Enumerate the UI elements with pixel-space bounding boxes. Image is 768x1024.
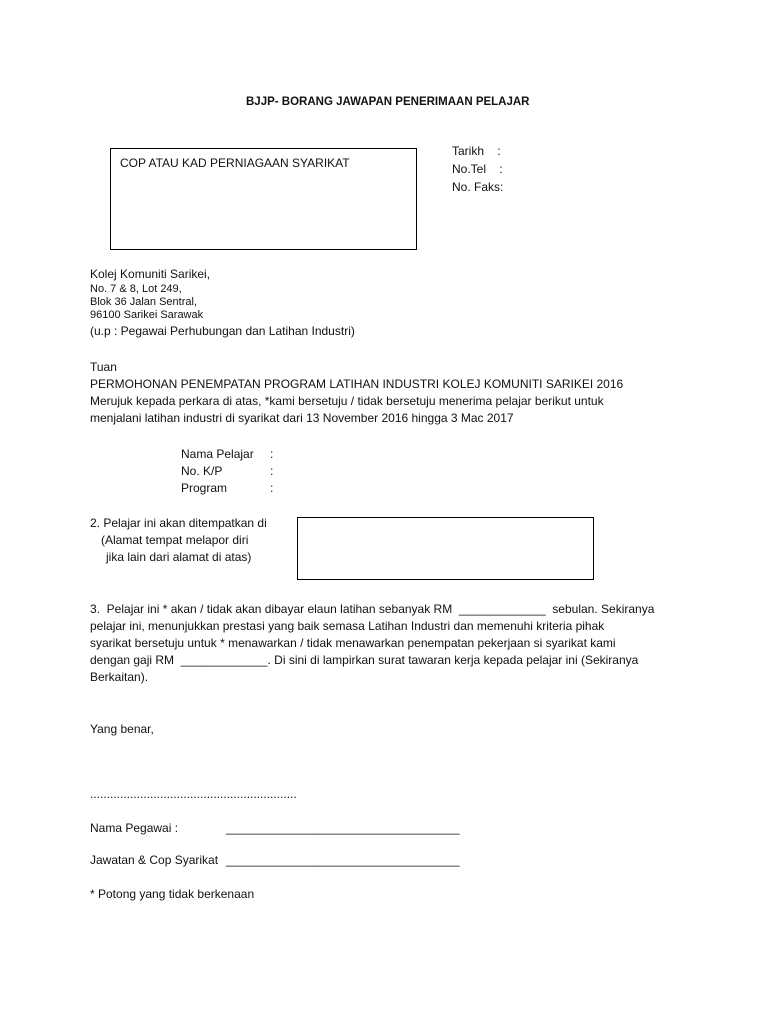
student-name-label: Nama Pelajar (181, 447, 254, 461)
footnote: * Potong yang tidak berkenaan (90, 887, 255, 901)
placement-note: (Alamat tempat melapor diri (101, 533, 249, 547)
student-ic-label: No. K/P (181, 464, 223, 478)
allowance-line: dengan gaji RM _____________. Di sini di lampirkan surat tawaran kerja kepada pelajar ini (Sekiranya (90, 653, 639, 667)
company-stamp-box (110, 148, 417, 250)
phone-field: No.Tel : (452, 162, 503, 176)
salutation: Tuan (90, 360, 117, 374)
address-line: 96100 Sarikei Sarawak (90, 309, 204, 321)
allowance-line: Berkaitan). (90, 670, 149, 684)
subject-line: PERMOHONAN PENEMPATAN PROGRAM LATIHAN INDUSTRI KOLEJ KOMUNITI SARIKEI 2016 (90, 377, 624, 391)
stamp-box-label: COP ATAU KAD PERNIAGAAN SYARIKAT (120, 156, 350, 170)
officer-name-label: Nama Pegawai : (90, 821, 179, 835)
body-line: Merujuk kepada perkara di atas, *kami bersetuju / tidak bersetuju menerima pelajar berikut untuk (90, 394, 604, 408)
address-line: Blok 36 Jalan Sentral, (90, 296, 198, 308)
attention-line: (u.p : Pegawai Perhubungan dan Latihan Industri) (90, 324, 355, 338)
document-title: BJJP- BORANG JAWAPAN PENERIMAAN PELAJAR (246, 96, 530, 108)
placement-note: jika lain dari alamat di atas) (106, 550, 252, 564)
placement-address-box[interactable] (297, 517, 594, 580)
field-separator: : (270, 464, 274, 478)
closing: Yang benar, (90, 722, 154, 736)
field-separator: : (270, 481, 274, 495)
body-line: menjalani latihan industri di syarikat dari 13 November 2016 hingga 3 Mac 2017 (90, 411, 514, 425)
address-line: No. 7 & 8, Lot 249, (90, 283, 182, 295)
student-program-label: Program (181, 481, 228, 495)
officer-post-blank[interactable]: ___________________________________ (226, 853, 460, 867)
allowance-line: 3. Pelajar ini * akan / tidak akan dibayar elaun latihan sebanyak RM _____________ sebulan. Sekiranya (90, 602, 655, 616)
officer-post-label: Jawatan & Cop Syarikat (90, 853, 219, 867)
date-field: Tarikh : (452, 144, 501, 158)
signature-line[interactable]: .............................................................. (90, 787, 297, 801)
allowance-line: syarikat bersetuju untuk * menawarkan / tidak menawarkan penempatan pekerjaan si syarikat kami (90, 636, 616, 650)
fax-field: No. Faks: (452, 180, 504, 194)
field-separator: : (270, 447, 274, 461)
allowance-line: pelajar ini, menunjukkan prestasi yang baik semasa Latihan Industri dan memenuhi kriteria pihak (90, 619, 605, 633)
officer-name-blank[interactable]: ___________________________________ (226, 821, 460, 835)
placement-question: 2. Pelajar ini akan ditempatkan di (90, 516, 267, 530)
recipient-name: Kolej Komuniti Sarikei, (90, 267, 211, 281)
